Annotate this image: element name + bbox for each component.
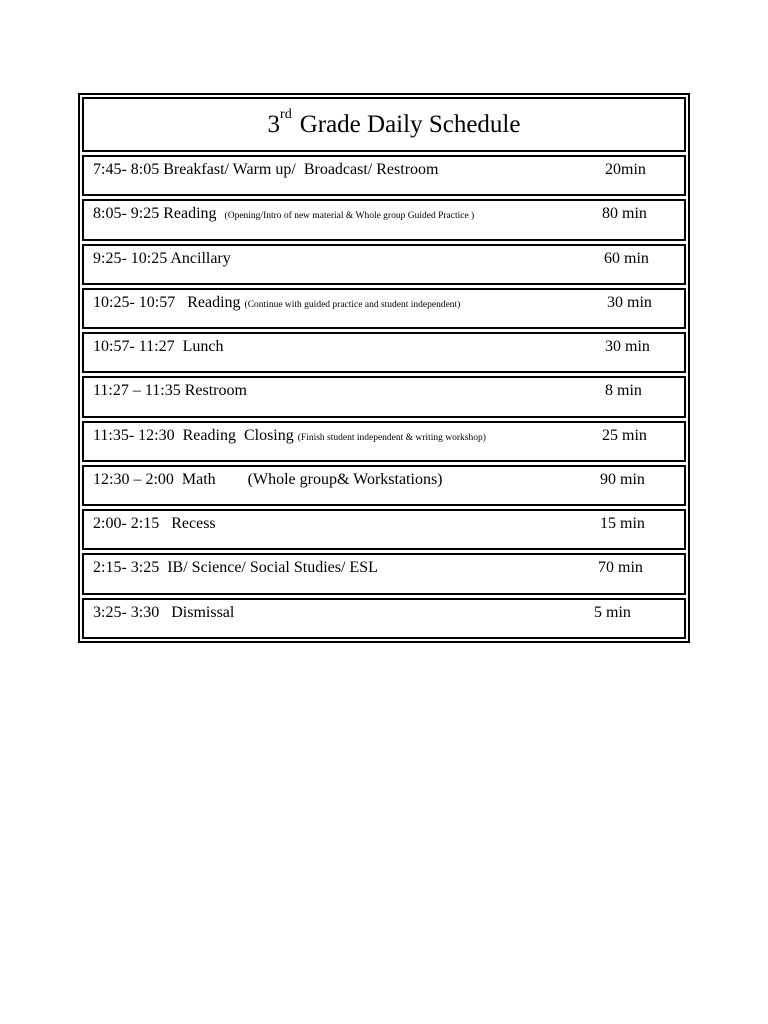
row-duration: 20min [605, 161, 646, 178]
schedule-row [82, 421, 686, 462]
schedule-row [82, 155, 686, 196]
title-grade-number: 3 [267, 111, 281, 138]
row-note: (Continue with guided practice and student independent) [244, 299, 461, 310]
row-note: (Finish student independent & writing workshop) [297, 432, 486, 443]
row-duration: 80 min [602, 205, 647, 223]
schedule-table [78, 93, 690, 643]
row-activity: 2:15- 3:25 IB/ Science/ Social Studies/ ESL [93, 559, 378, 577]
row-activity: 10:57- 11:27 Lunch [93, 338, 224, 356]
title-text: Grade Daily Schedule [299, 111, 521, 138]
row-duration: 60 min [604, 249, 649, 267]
schedule-row [82, 244, 686, 285]
page-title [267, 107, 521, 138]
row-activity: 3:25- 3:30 Dismissal [93, 603, 235, 621]
row-activity: 9:25- 10:25 Ancillary [93, 249, 231, 267]
row-duration: 90 min [600, 470, 645, 488]
row-activity: 11:35- 12:30 Reading Closing (Finish student independent & writing workshop) [93, 426, 486, 444]
row-activity: 12:30 – 2:00 Math (Whole group& Workstations) [93, 470, 443, 488]
schedule-row [82, 509, 686, 550]
schedule-row [82, 199, 686, 240]
row-activity: 11:27 – 11:35 Restroom [93, 382, 247, 400]
row-duration: 30 min [607, 293, 652, 311]
row-activity: 8:05- 9:25 Reading (Opening/Intro of new material & Whole group Guided Practice ) [93, 205, 475, 223]
row-duration: 15 min [600, 515, 645, 533]
schedule-row [82, 553, 686, 594]
schedule-row [82, 376, 686, 417]
row-duration: 5 min [594, 603, 631, 621]
row-duration: 70 min [598, 559, 643, 577]
row-activity: 2:00- 2:15 Recess [93, 515, 216, 533]
row-duration: 8 min [605, 382, 642, 400]
row-duration: 25 min [602, 426, 647, 444]
row-note: (Opening/Intro of new material & Whole group Guided Practice ) [224, 211, 475, 222]
row-activity: 10:25- 10:57 Reading (Continue with guided practice and student independent) [93, 293, 461, 311]
row-activity: 7:45- 8:05 Breakfast/ Warm up/ Broadcast/ Restroom [93, 161, 439, 178]
schedule-row [82, 465, 686, 506]
title-row [82, 97, 686, 152]
schedule-row [82, 598, 686, 639]
schedule-row [82, 288, 686, 329]
row-duration: 30 min [605, 338, 650, 356]
title-grade-suffix: rd [280, 107, 292, 122]
schedule-row [82, 332, 686, 373]
